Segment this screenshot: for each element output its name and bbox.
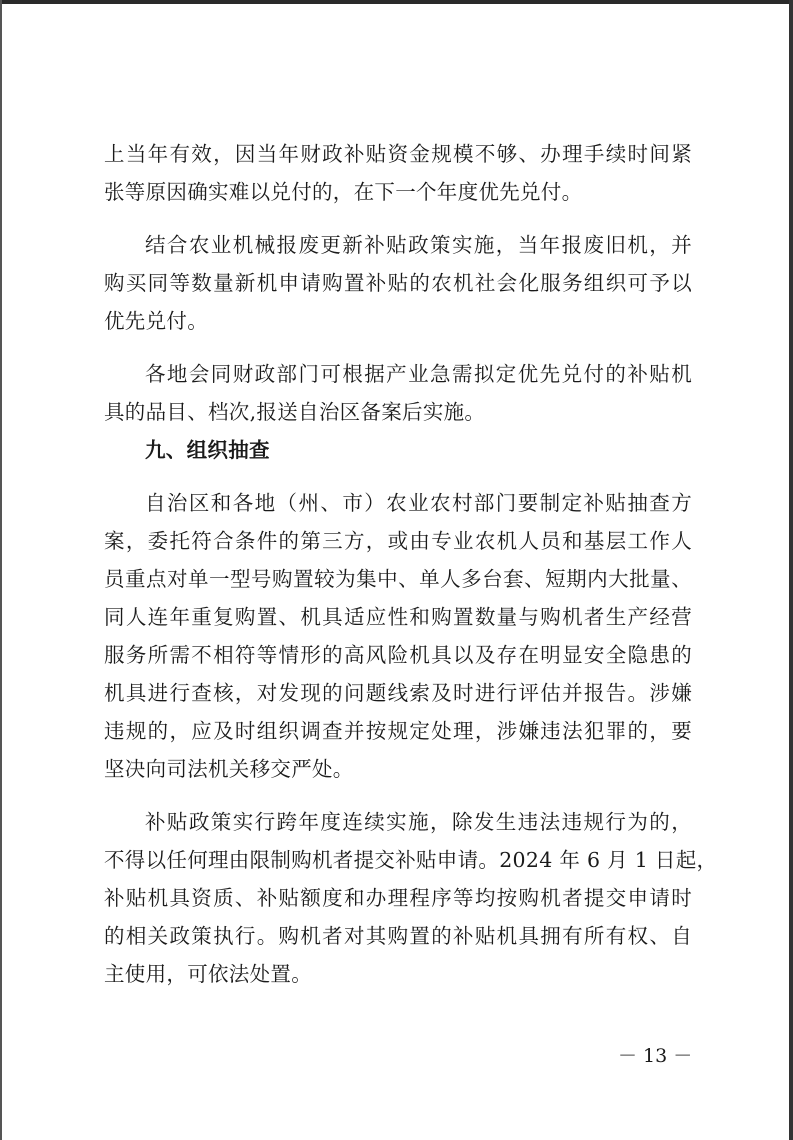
text-line: 员重点对单一型号购置较为集中、单人多台套、短期内大批量、 (104, 567, 692, 591)
text-line: 同人连年重复购置、机具适应性和购置数量与购机者生产经营 (104, 605, 692, 629)
text-line: 案，委托符合条件的第三方，或由专业农机人员和基层工作人 (104, 529, 692, 553)
text-line: 上当年有效，因当年财政补贴资金规模不够、办理手续时间紧 (104, 142, 692, 166)
paragraph (104, 484, 692, 788)
paragraph (104, 803, 718, 993)
document-body (104, 135, 718, 993)
text-line: 服务所需不相符等情形的高风险机具以及存在明显安全隐患的 (104, 643, 692, 667)
text-line: 的相关政策执行。购机者对其购置的补贴机具拥有所有权、自 (104, 924, 692, 948)
text-line: 优先兑付。 (104, 309, 208, 333)
text-line: 自治区和各地（州、市）农业农村部门要制定补贴抽查方 (145, 491, 692, 515)
text-line: 各地会同财政部门可根据产业急需拟定优先兑付的补贴机 (145, 362, 692, 386)
text-line: 主使用，可依法处置。 (104, 962, 312, 986)
text-line: 购买同等数量新机申请购置补贴的农机社会化服务组织可予以 (104, 271, 692, 295)
text-line: 补贴机具资质、补贴额度和办理程序等均按购机者提交申请时 (104, 886, 692, 910)
text-line: 张等原因确实难以兑付的，在下一个年度优先兑付。 (104, 180, 583, 204)
text-line: 违规的，应及时组织调查并按规定处理，涉嫌违法犯罪的，要 (104, 719, 692, 743)
text-line: 机具进行查核，对发现的问题线索及时进行评估并报告。涉嫌 (104, 681, 692, 705)
page-number: － 13 － (618, 1045, 693, 1067)
scan-border-top (0, 0, 793, 4)
text-line: 具的品目、档次,报送自治区备案后实施。 (104, 400, 486, 424)
text-line: 补贴政策实行跨年度连续实施，除发生违法违规行为的， (145, 810, 692, 834)
section-heading: 九、组织抽查 (145, 438, 270, 462)
text-line: 不得以任何理由限制购机者提交补贴申请。2024 年 6 月 1 日起， (104, 848, 718, 872)
text-line: 坚决向司法机关移交严处。 (104, 757, 354, 781)
scan-border-left (0, 0, 2, 1140)
text-line: 结合农业机械报废更新补贴政策实施，当年报废旧机，并 (145, 233, 692, 257)
paragraph (104, 226, 692, 340)
paragraph (104, 355, 692, 431)
scan-border-right (789, 0, 793, 1140)
paragraph (104, 135, 692, 211)
